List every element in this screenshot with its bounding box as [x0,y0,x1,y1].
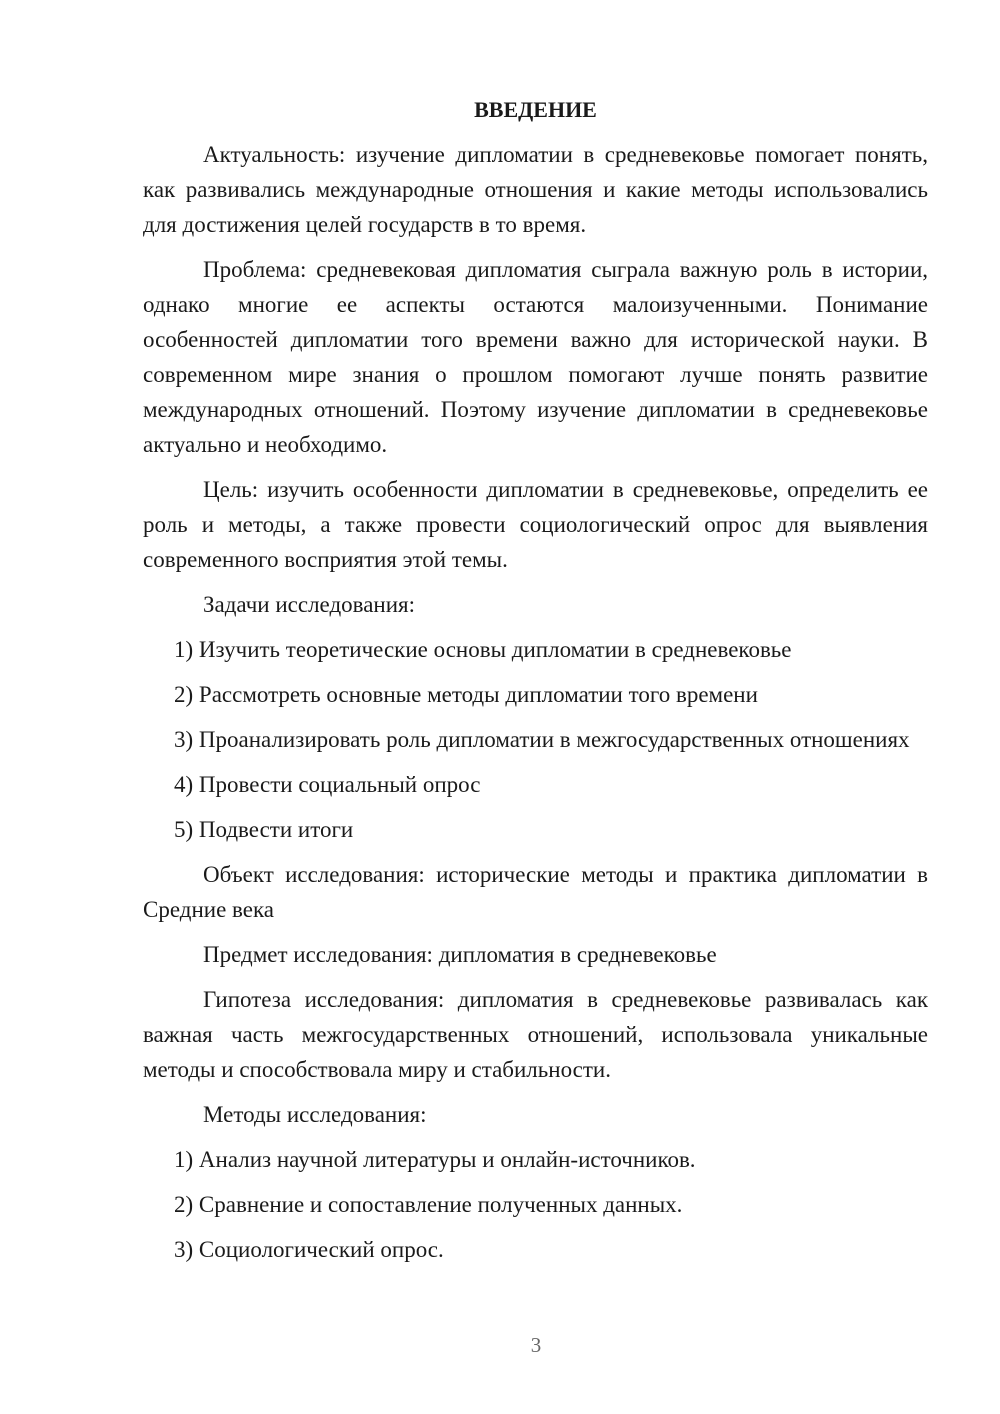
page-content [143,92,928,1277]
task-item: 5) Подвести итоги [174,817,354,842]
methods-heading: Методы исследования: [203,1102,427,1127]
goal-paragraph: Цель: изучить особенности дипломатии в средневековье, определить ее роль и методы, а также провести социологический опрос для выявления современного восприятия этой темы. [143,477,928,572]
task-item: 1) Изучить теоретические основы дипломатии в средневековье [174,637,792,662]
relevance-paragraph: Актуальность: изучение дипломатии в средневековье помогает понять, как развивались международные отношения и какие методы использовались для достижения целей государств в то время. [143,142,928,237]
task-item: 2) Рассмотреть основные методы дипломатии того времени [174,682,758,707]
page-number: 3 [530,1333,542,1357]
object-paragraph: Объект исследования: исторические методы и практика дипломатии в Средние века [143,862,928,922]
method-item: 2) Сравнение и сопоставление полученных данных. [174,1192,683,1217]
method-item: 1) Анализ научной литературы и онлайн-источников. [174,1147,696,1172]
method-item: 3) Социологический опрос. [174,1237,444,1262]
hypothesis-paragraph: Гипотеза исследования: дипломатия в средневековье развивалась как важная часть межгосударственных отношений, использовала уникальные методы и способствовала миру и стабильности. [143,987,928,1082]
problem-paragraph: Проблема: средневековая дипломатия сыграла важную роль в истории, однако многие ее аспекты остаются малоизученными. Понимание особенностей дипломатии того времени важно для исторической науки. В современном мире знания о прошлом помогают лучше понять развитие международных отношений. Поэтому изучение дипломатии в средневековье актуально и необходимо. [143,257,928,457]
subject-paragraph: Предмет исследования: дипломатия в средневековье [203,942,717,967]
tasks-heading: Задачи исследования: [203,592,416,617]
task-item: 3) Проанализировать роль дипломатии в межгосударственных отношениях [174,727,910,752]
section-title: ВВЕДЕНИЕ [474,97,597,122]
task-item: 4) Провести социальный опрос [174,772,481,797]
